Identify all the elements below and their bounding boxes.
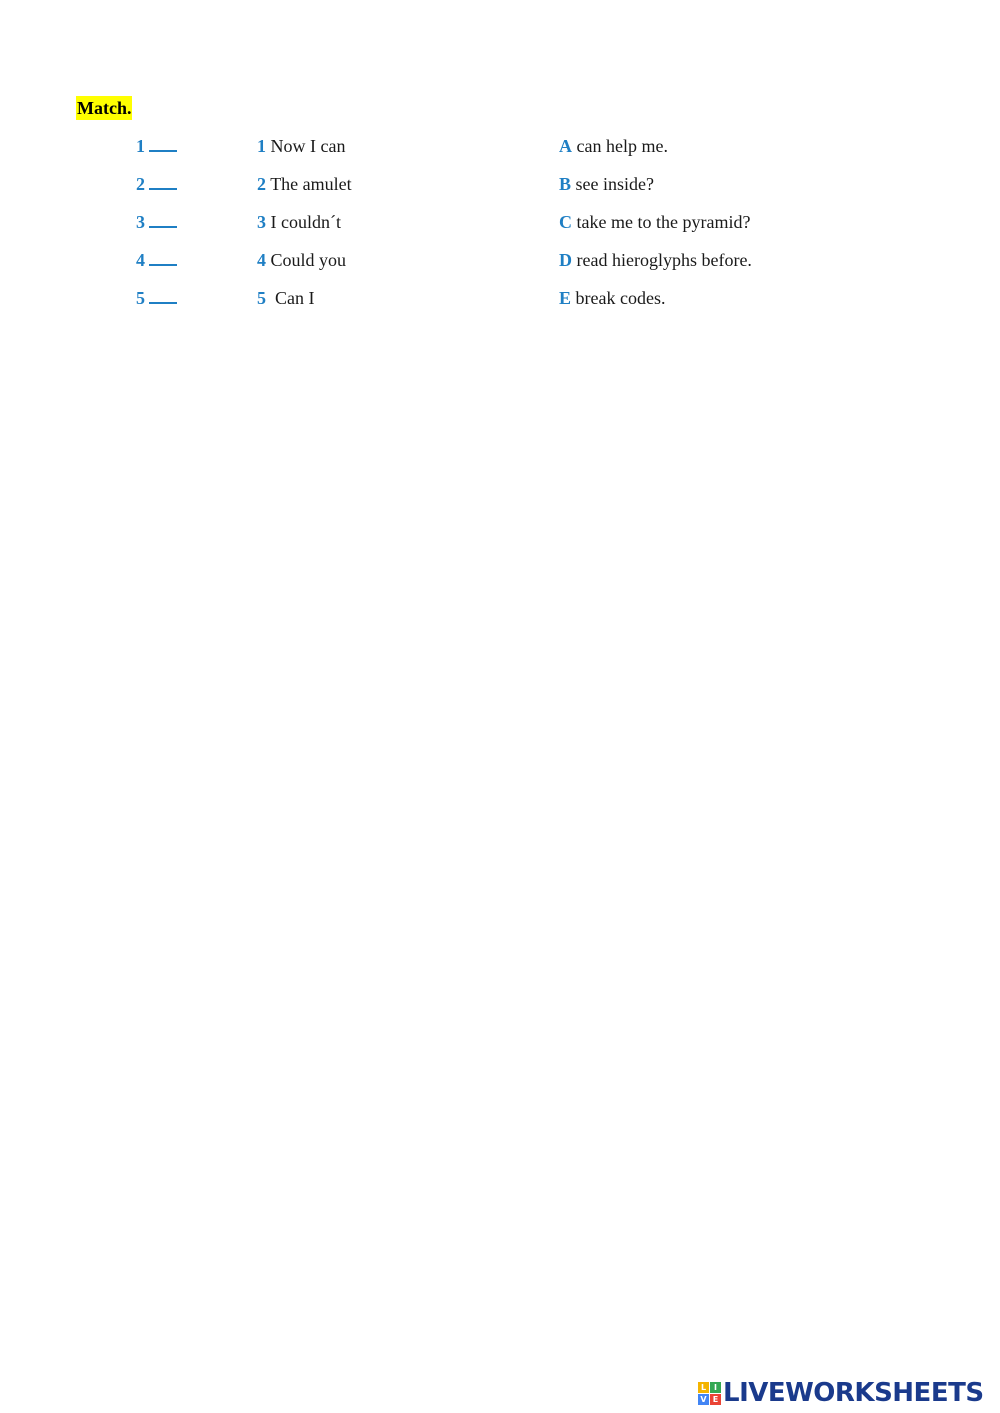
right-item (559, 285, 665, 311)
right-item-letter: D (559, 250, 572, 270)
right-item (559, 133, 668, 159)
answer-blank-input[interactable] (149, 248, 177, 266)
answer-slot-number: 3 (136, 212, 145, 232)
answer-blank-input[interactable] (149, 210, 177, 228)
left-item-text: Now I can (270, 136, 346, 156)
logo-cell: V (698, 1394, 709, 1405)
logo-cell: L (698, 1382, 709, 1393)
left-item (257, 285, 315, 311)
left-item-number: 4 (257, 250, 266, 270)
right-item (559, 247, 752, 273)
answer-blank-input[interactable] (149, 172, 177, 190)
right-item-text: can help me. (576, 136, 668, 156)
right-item-letter: C (559, 212, 572, 232)
left-item (257, 171, 352, 197)
match-row (0, 133, 1000, 159)
answer-slot (136, 247, 177, 273)
answer-slot (136, 285, 177, 311)
left-item (257, 247, 346, 273)
left-item-number: 3 (257, 212, 266, 232)
answer-slot (136, 171, 177, 197)
left-item-text: I couldn´t (270, 212, 341, 232)
liveworksheets-logo-icon (698, 1382, 721, 1405)
match-row (0, 209, 1000, 235)
answer-blank-input[interactable] (149, 286, 177, 304)
logo-cell: E (710, 1394, 721, 1405)
match-row (0, 247, 1000, 273)
left-item-text: Could you (270, 250, 347, 270)
right-item-text: take me to the pyramid? (576, 212, 751, 232)
left-item (257, 209, 341, 235)
watermark-brand: LIVEWORKSHEETS (723, 1378, 984, 1408)
right-item-text: read hieroglyphs before. (576, 250, 752, 270)
answer-slot (136, 133, 177, 159)
left-item-number: 2 (257, 174, 266, 194)
match-row (0, 171, 1000, 197)
right-item-text: break codes. (575, 288, 666, 308)
right-item-letter: B (559, 174, 572, 194)
right-item (559, 209, 750, 235)
answer-blank-input[interactable] (149, 134, 177, 152)
right-item-letter: E (559, 288, 572, 308)
liveworksheets-watermark (698, 1378, 984, 1408)
right-item-text: see inside? (575, 174, 654, 194)
answer-slot-number: 4 (136, 250, 145, 270)
answer-slot-number: 5 (136, 288, 145, 308)
match-row (0, 285, 1000, 311)
left-item-number: 5 (257, 288, 266, 308)
left-item-text: Can I (270, 288, 315, 308)
right-item-letter: A (559, 136, 572, 156)
left-item-number: 1 (257, 136, 266, 156)
answer-slot (136, 209, 177, 235)
logo-cell: I (710, 1382, 721, 1393)
answer-slot-number: 1 (136, 136, 145, 156)
exercise-title: Match. (77, 98, 132, 118)
right-item (559, 171, 654, 197)
left-item-text: The amulet (270, 174, 352, 194)
left-item (257, 133, 345, 159)
answer-slot-number: 2 (136, 174, 145, 194)
